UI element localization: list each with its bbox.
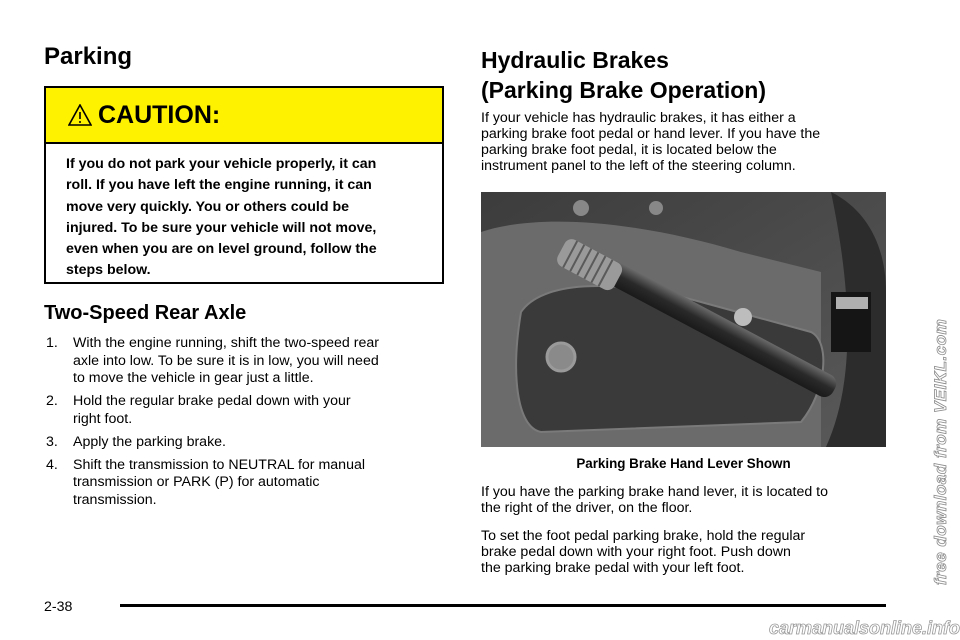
step-item — [46, 335, 446, 388]
step-line: With the engine running, shift the two-speed rear — [73, 335, 379, 351]
caution-line: even when you are on level ground, follow the — [66, 241, 377, 258]
heading-line: Hydraulic Brakes — [481, 47, 669, 73]
caution-header — [46, 88, 442, 144]
caution-line: If you do not park your vehicle properly, it can — [66, 156, 377, 172]
step-line: Shift the transmission to NEUTRAL for manual — [73, 456, 366, 473]
step-list — [46, 335, 446, 515]
intro-paragraph — [481, 110, 891, 174]
step-line: to move the vehicle in gear just a little. — [73, 370, 314, 386]
step-number: 2. — [46, 393, 58, 409]
paragraph-line: If your vehicle has hydraulic brakes, it has either a — [481, 110, 796, 126]
caution-line: steps below. — [66, 262, 151, 279]
step-line: right foot. — [73, 410, 133, 427]
section-heading-rear-axle: Two-Speed Rear Axle — [44, 302, 247, 324]
step-line: Hold the regular brake pedal down with your — [73, 393, 351, 409]
step-line: transmission or PARK (P) for automatic — [73, 474, 320, 490]
step-line: axle into low. To be sure it is in low, you will need — [73, 352, 379, 369]
page-number: 2-38 — [44, 599, 73, 615]
paragraph-line: the right of the driver, on the floor. — [481, 500, 693, 516]
parking-brake-lever-illustration — [481, 192, 886, 447]
paragraph-line: To set the foot pedal parking brake, hold the regular — [481, 528, 806, 544]
paragraph-line: instrument panel to the left of the steering column. — [481, 158, 796, 174]
caution-box — [44, 86, 444, 284]
bottom-watermark: carmanualsonline.info — [768, 618, 960, 638]
caution-text — [66, 154, 424, 282]
step-item — [46, 434, 446, 452]
step-item — [46, 457, 446, 510]
paragraph-line: parking brake foot pedal or hand lever. If you have the — [481, 126, 821, 142]
paragraph-line: the parking brake pedal with your left foot. — [481, 560, 745, 576]
side-watermark: free download from VEIKL.com — [931, 318, 950, 585]
step-item — [46, 393, 446, 428]
step-number: 1. — [46, 335, 58, 351]
paragraph-line: brake pedal down with your right foot. Push down — [481, 544, 791, 560]
paragraph-line: If you have the parking brake hand lever, it is located to — [481, 484, 829, 500]
parking-brake-photo — [481, 192, 886, 447]
heading-line: (Parking Brake Operation) — [481, 77, 767, 103]
caution-title: CAUTION: — [98, 101, 221, 129]
step-line: transmission. — [73, 491, 157, 508]
warning-triangle-icon — [68, 104, 92, 126]
caution-line: move very quickly. You or others could be — [66, 198, 350, 215]
step-line: Apply the parking brake. — [73, 433, 227, 450]
section-heading-hydraulic-brakes — [481, 45, 766, 105]
step-number: 3. — [46, 433, 58, 450]
photo-caption: Parking Brake Hand Lever Shown — [576, 456, 791, 471]
footer-divider — [120, 604, 886, 607]
foot-pedal-paragraph — [481, 528, 891, 576]
caution-line: injured. To be sure your vehicle will not move, — [66, 219, 377, 236]
step-number: 4. — [46, 456, 58, 473]
section-heading-parking: Parking — [44, 43, 133, 70]
hand-lever-paragraph — [481, 484, 891, 516]
caution-line: roll. If you have left the engine running, it can — [66, 177, 372, 194]
paragraph-line: parking brake foot pedal, it is located below the — [481, 142, 777, 158]
